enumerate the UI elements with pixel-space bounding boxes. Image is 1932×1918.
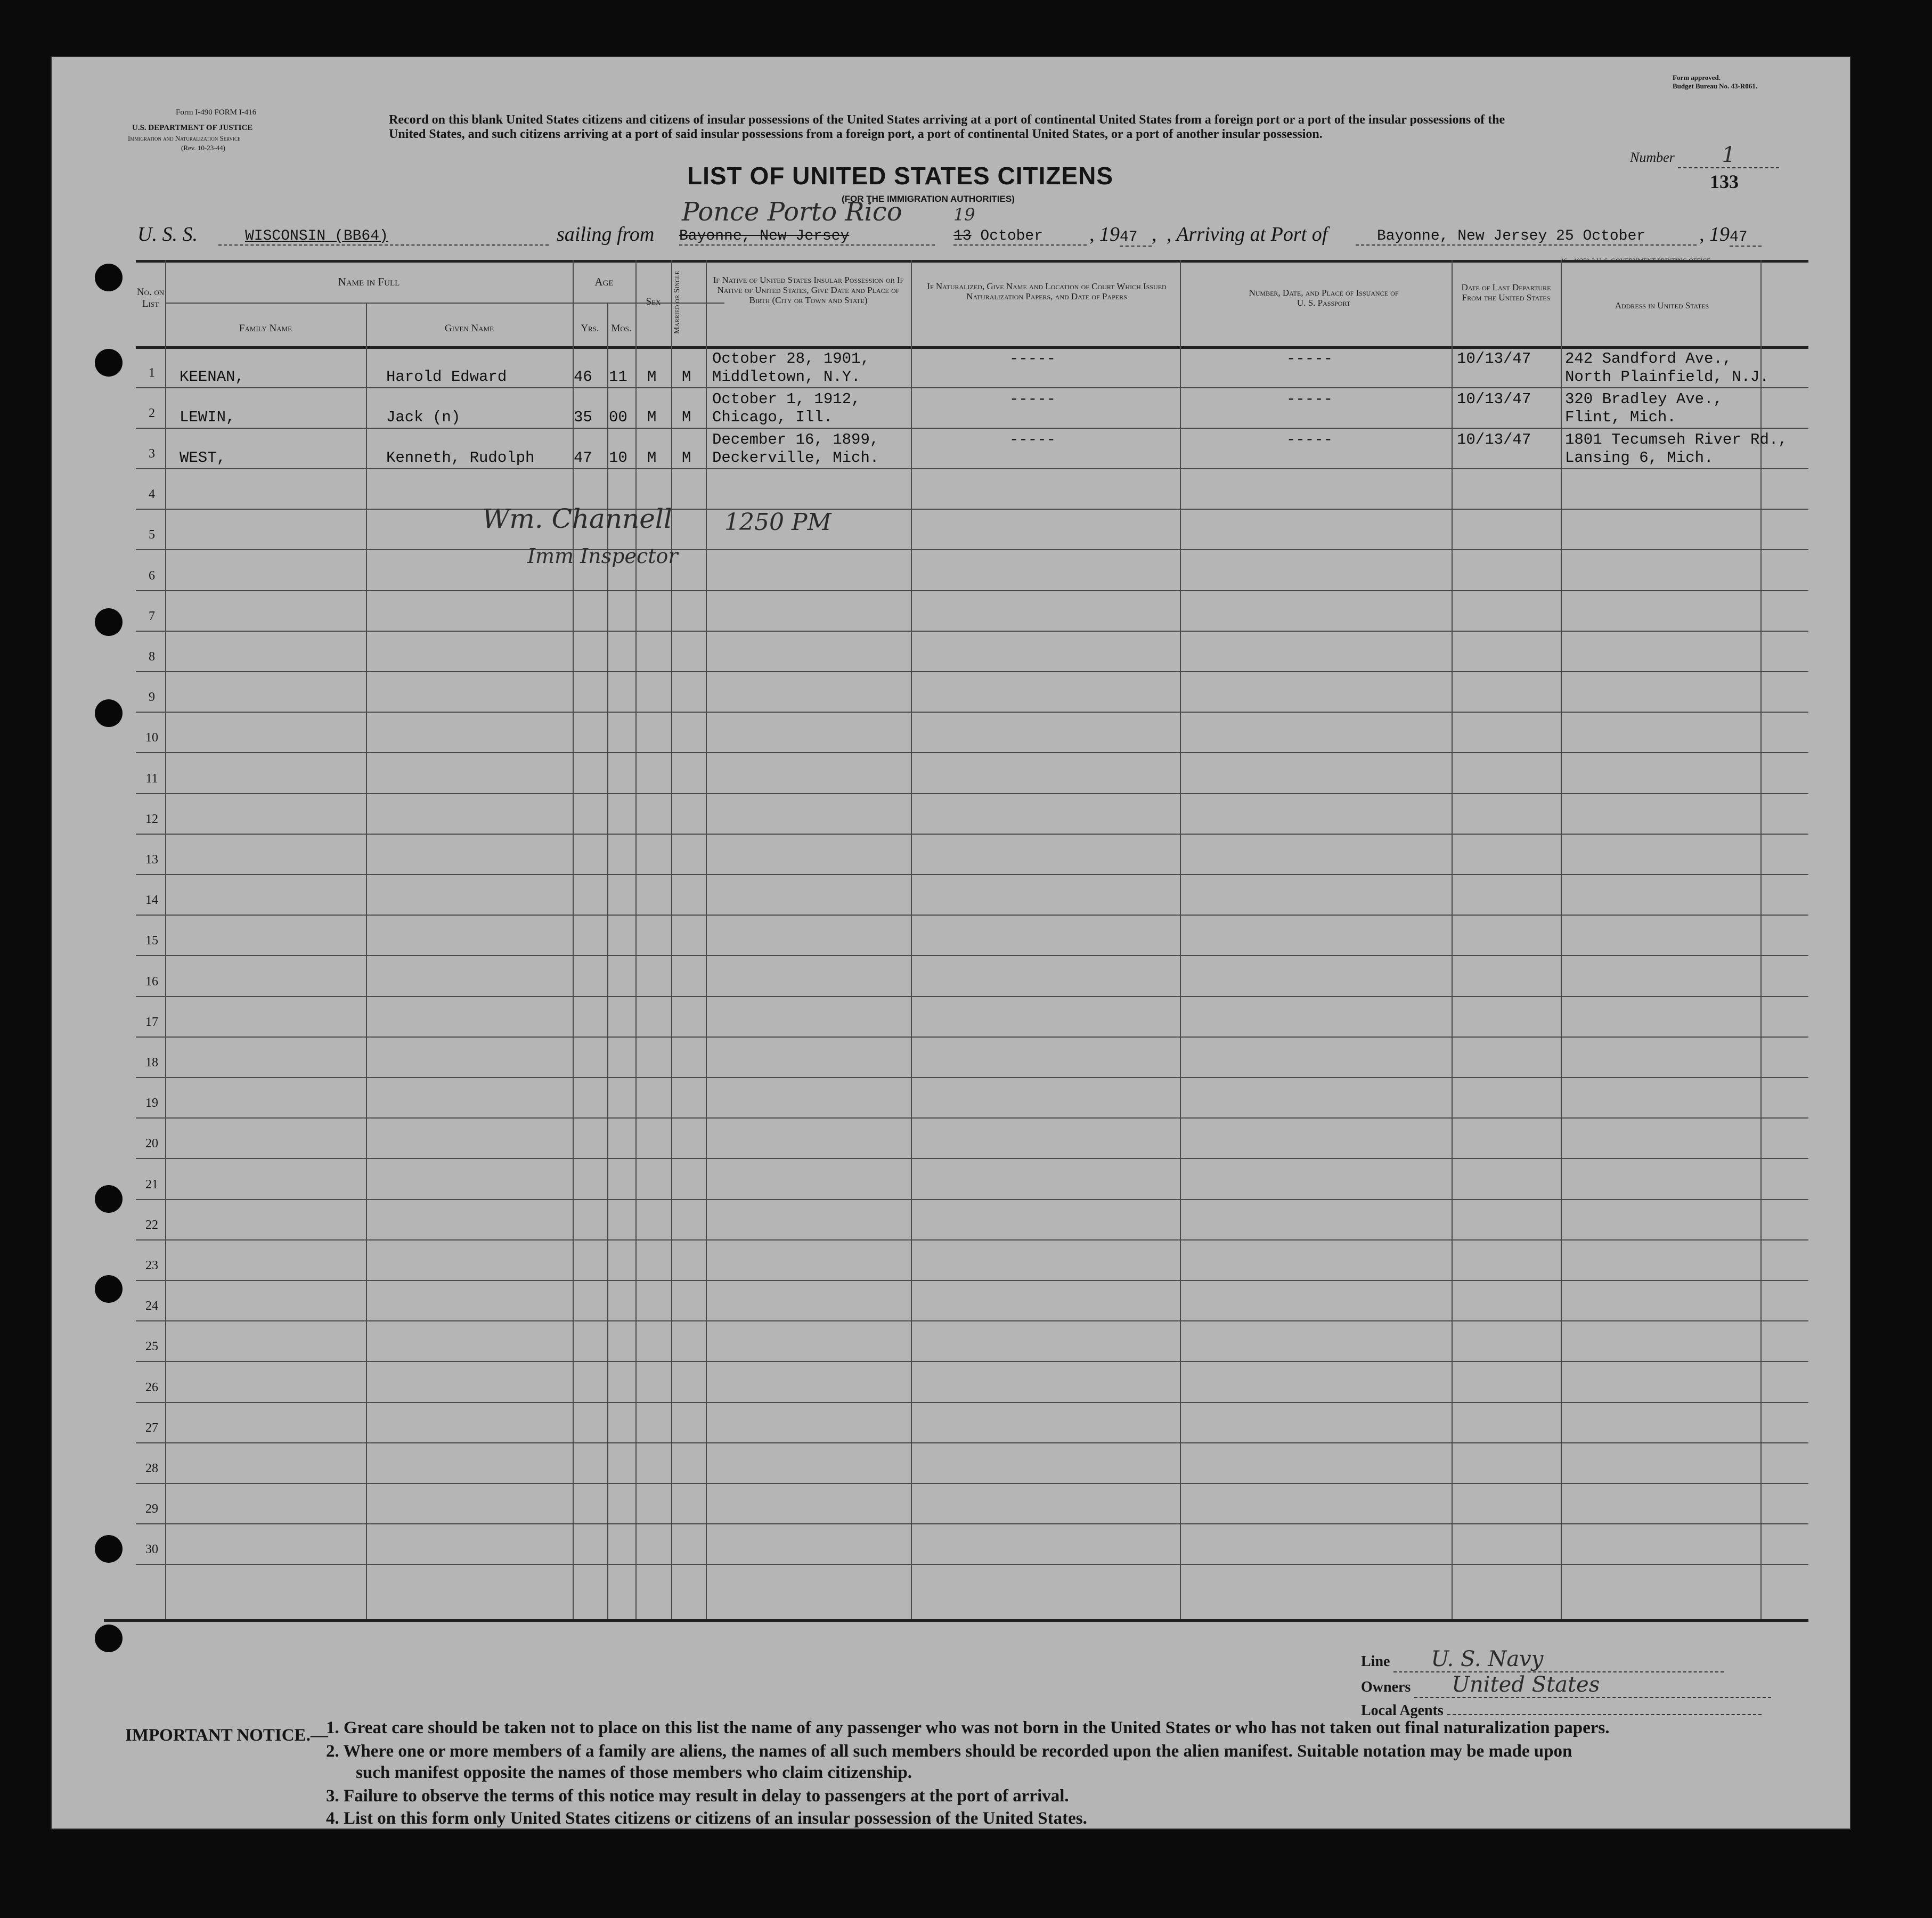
from-port-handwritten: Ponce Porto Rico — [682, 197, 902, 227]
birth-place-cell: Chicago, Ill. — [712, 409, 833, 426]
header-native: If Native of United States Insular Possession or If Native of United States, Give Date and Place of Birth (City or Town and State) — [713, 275, 904, 305]
row-number: 30 — [145, 1542, 158, 1556]
punch-hole — [95, 1185, 123, 1213]
department: U.S. DEPARTMENT OF JUSTICE — [132, 124, 253, 132]
line-field: Line U. S. Navy — [1361, 1647, 1724, 1672]
col-rule — [635, 260, 637, 1619]
departure-date-cell: 10/13/47 — [1457, 431, 1531, 448]
col-rule — [911, 260, 912, 1619]
row-rule — [136, 915, 1808, 916]
birth-date-cell: December 16, 1899, — [712, 431, 879, 448]
age-months-cell: 10 — [609, 449, 627, 467]
header-departure: Date of Last Departure From the United States — [1461, 282, 1551, 303]
row-rule — [136, 752, 1808, 753]
table-bottom-rule — [104, 1619, 1808, 1622]
header-no: No. on List — [136, 287, 165, 309]
row-rule — [136, 1077, 1808, 1078]
row-number: 15 — [145, 934, 158, 948]
row-number: 20 — [145, 1137, 158, 1150]
row-rule — [136, 671, 1808, 672]
row-rule — [136, 1402, 1808, 1403]
vessel-prefix: U. S. S. — [137, 223, 198, 246]
vessel-name: WISCONSIN (BB64) — [218, 228, 549, 246]
row-rule — [136, 468, 1808, 469]
birth-date-cell: October 28, 1901, — [712, 350, 870, 368]
marital-status-cell: M — [682, 449, 691, 467]
row-number: 13 — [145, 853, 158, 867]
local-agents-field: Local Agents — [1361, 1698, 1762, 1719]
given-name-cell: Jack (n) — [386, 409, 461, 426]
printing-office-note: 16—19350-2 U. S. GOVERNMENT PRINTING OFFICE — [1561, 257, 1711, 264]
number-value: 1 — [1722, 143, 1735, 167]
birth-place-cell: Deckerville, Mich. — [712, 449, 879, 467]
row-rule — [136, 1320, 1808, 1321]
row-number: 4 — [149, 487, 155, 501]
passport-cell: ----- — [1286, 390, 1333, 408]
row-number: 18 — [145, 1056, 158, 1070]
punch-hole — [95, 264, 123, 291]
row-number: 17 — [145, 1015, 158, 1029]
sex-cell: M — [647, 449, 657, 467]
age-months-cell: 11 — [609, 368, 627, 386]
header-passport: Number, Date, and Place of Issuance of U. S. Passport — [1249, 288, 1399, 308]
punch-hole — [95, 608, 123, 636]
naturalization-cell: ----- — [1009, 350, 1056, 368]
row-rule — [136, 955, 1808, 956]
row-number: 7 — [149, 609, 155, 623]
row-rule — [136, 428, 1808, 429]
address-line-1-cell: 320 Bradley Ave., — [1565, 390, 1723, 408]
birth-date-cell: October 1, 1912, — [712, 390, 861, 408]
row-rule — [136, 1239, 1808, 1240]
row-number: 26 — [145, 1381, 158, 1394]
row-number: 3 — [149, 447, 155, 461]
sex-cell: M — [647, 368, 657, 386]
arriving-label: , Arriving at Port of — [1167, 223, 1328, 246]
row-rule — [136, 834, 1808, 835]
family-name-cell: WEST, — [180, 449, 226, 467]
naturalization-cell: ----- — [1009, 390, 1056, 408]
row-rule — [136, 590, 1808, 591]
row-rule — [136, 1361, 1808, 1362]
row-number: 23 — [145, 1259, 158, 1272]
row-number: 2 — [149, 406, 155, 420]
form-ids: Form I-490 FORM I-416 — [176, 108, 257, 117]
age-years-cell: 35 — [574, 409, 592, 426]
row-rule — [136, 1564, 1808, 1565]
sex-cell: M — [647, 409, 657, 426]
passport-cell: ----- — [1286, 350, 1333, 368]
header-age: Age — [594, 275, 614, 288]
age-months-cell: 00 — [609, 409, 627, 426]
row-number: 11 — [145, 772, 158, 786]
given-name-cell: Harold Edward — [386, 368, 507, 386]
row-number: 16 — [145, 975, 158, 989]
notice-label: IMPORTANT NOTICE.— — [125, 1726, 328, 1745]
page-number: 133 — [1710, 171, 1739, 192]
marital-status-cell: M — [682, 368, 691, 386]
header-mos: Mos. — [611, 323, 632, 334]
service: Immigration and Naturalization Service — [128, 134, 241, 142]
row-number: 6 — [149, 569, 155, 583]
form-subtitle: (FOR THE IMMIGRATION AUTHORITIES) — [842, 194, 1015, 204]
row-rule — [136, 793, 1808, 794]
naturalization-cell: ----- — [1009, 431, 1056, 448]
row-rule — [136, 1158, 1808, 1159]
departure-date-cell: 10/13/47 — [1457, 350, 1531, 368]
birth-place-cell: Middletown, N.Y. — [712, 368, 861, 386]
arrival-port: Bayonne, New Jersey 25 October — [1356, 228, 1697, 246]
form-title: LIST OF UNITED STATES CITIZENS — [687, 162, 1114, 190]
row-number: 14 — [145, 893, 158, 907]
col-rule — [671, 260, 672, 1619]
arrival-year: , 1947 — [1699, 223, 1762, 247]
row-number: 22 — [145, 1218, 158, 1232]
header-name-in-full: Name in Full — [338, 275, 400, 288]
sailing-label: sailing from — [557, 223, 655, 246]
row-number: 12 — [145, 812, 158, 826]
header-yrs: Yrs. — [581, 323, 599, 334]
row-number: 5 — [149, 528, 155, 542]
inspector-signature: Wm. Channell — [482, 503, 672, 534]
revision: (Rev. 10-23-44) — [181, 144, 225, 152]
row-rule — [136, 712, 1808, 713]
departure-date-cell: 10/13/47 — [1457, 390, 1531, 408]
inspector-time: 1250 PM — [724, 509, 832, 536]
from-port-typed: Bayonne, New Jersey — [679, 228, 935, 246]
row-rule — [136, 509, 1808, 510]
row-number: 21 — [145, 1178, 158, 1191]
approval-line-1: Form approved. — [1673, 74, 1721, 81]
family-name-cell: LEWIN, — [180, 409, 235, 426]
line-value: U. S. Navy — [1431, 1647, 1544, 1671]
passport-cell: ----- — [1286, 431, 1333, 448]
row-rule — [136, 1117, 1808, 1119]
sailing-day-handwritten: 19 — [953, 205, 975, 225]
header-bottom-rule — [136, 346, 1808, 349]
sailing-year: , 1947 , — [1089, 223, 1157, 246]
age-years-cell: 46 — [574, 368, 592, 386]
col-rule — [1760, 260, 1762, 1619]
form-instructions: Record on this blank United States citizens and citizens of insular possessions of the United States arriving at a port of continental United States from a foreign port or a port of the insular possessions of the United States, and such citizens arriving at a port of said insular possessions from a foreign port, a port of continental United States, or a port of another insular possession. — [389, 113, 1505, 141]
row-rule — [136, 387, 1808, 388]
table-top-rule — [136, 260, 1808, 263]
passenger-table — [136, 260, 1808, 1623]
punch-hole — [95, 1535, 123, 1563]
row-number: 8 — [149, 650, 155, 664]
row-number: 29 — [145, 1502, 158, 1516]
punch-hole — [95, 1625, 123, 1652]
punch-hole — [95, 1275, 123, 1303]
address-line-2-cell: North Plainfield, N.J. — [1565, 368, 1769, 386]
number-label: Number 1 — [1630, 143, 1779, 168]
row-number: 27 — [145, 1421, 158, 1435]
address-line-1-cell: 242 Sandford Ave., — [1565, 350, 1732, 368]
age-years-cell: 47 — [574, 449, 592, 467]
row-number: 25 — [145, 1340, 158, 1353]
notice-3: 3. Failure to observe the terms of this notice may result in delay to passengers at the port of arrival. — [326, 1786, 1069, 1806]
row-rule — [136, 549, 1808, 550]
row-rule — [136, 996, 1808, 997]
header-married: Married or Single — [673, 271, 681, 334]
header-given-name: Given Name — [444, 323, 494, 334]
row-number: 28 — [145, 1462, 158, 1475]
row-number: 10 — [145, 731, 158, 745]
col-rule — [366, 303, 367, 1619]
owners-value: United States — [1452, 1672, 1600, 1697]
row-rule — [136, 1442, 1808, 1443]
row-rule — [136, 1199, 1808, 1200]
row-number: 1 — [149, 366, 155, 380]
given-name-cell: Kenneth, Rudolph — [386, 449, 535, 467]
col-rule — [706, 260, 707, 1619]
col-rule — [1452, 260, 1453, 1619]
approval-line-2: Budget Bureau No. 43-R061. — [1673, 82, 1758, 90]
family-name-cell: KEENAN, — [180, 368, 244, 386]
row-number: 24 — [145, 1299, 158, 1313]
notice-4: 4. List on this form only United States citizens or citizens of an insular possession of the United States. — [326, 1809, 1087, 1828]
col-rule — [1180, 260, 1181, 1619]
row-rule — [136, 874, 1808, 875]
header-sex: Sex — [646, 296, 661, 307]
inspector-title: Imm Inspector — [527, 544, 678, 568]
notice-1: 1. Great care should be taken not to place on this list the name of any passenger who was not born in the United States or who has not taken out final naturalization papers. — [326, 1718, 1610, 1737]
punch-hole — [95, 699, 123, 727]
address-line-2-cell: Flint, Mich. — [1565, 409, 1676, 426]
row-rule — [136, 631, 1808, 632]
col-rule — [607, 303, 608, 1619]
header-address: Address in United States — [1615, 300, 1709, 311]
marital-status-cell: M — [682, 409, 691, 426]
row-rule — [136, 1483, 1808, 1484]
row-rule — [136, 1036, 1808, 1038]
header-naturalized: If Naturalized, Give Name and Location of Court Which Issued Naturalization Papers, and Date of Papers — [927, 281, 1167, 301]
owners-field: Owners United States — [1361, 1672, 1771, 1698]
row-number: 9 — [149, 690, 155, 704]
sailing-date: 13 October — [953, 228, 1087, 246]
notice-2: 2. Where one or more members of a family are aliens, the names of all such members should be recorded upon the alien manifest. Suitable notation may be made upon — [326, 1742, 1572, 1761]
row-rule — [136, 1280, 1808, 1281]
col-rule — [1561, 260, 1562, 1619]
row-number: 19 — [145, 1096, 158, 1110]
header-family-name: Family Name — [239, 323, 292, 334]
address-line-1-cell: 1801 Tecumseh River Rd., — [1565, 431, 1788, 448]
row-rule — [136, 1523, 1808, 1524]
punch-hole — [95, 349, 123, 377]
notice-2-cont: such manifest opposite the names of those members who claim citizenship. — [356, 1763, 912, 1782]
address-line-2-cell: Lansing 6, Mich. — [1565, 449, 1714, 467]
